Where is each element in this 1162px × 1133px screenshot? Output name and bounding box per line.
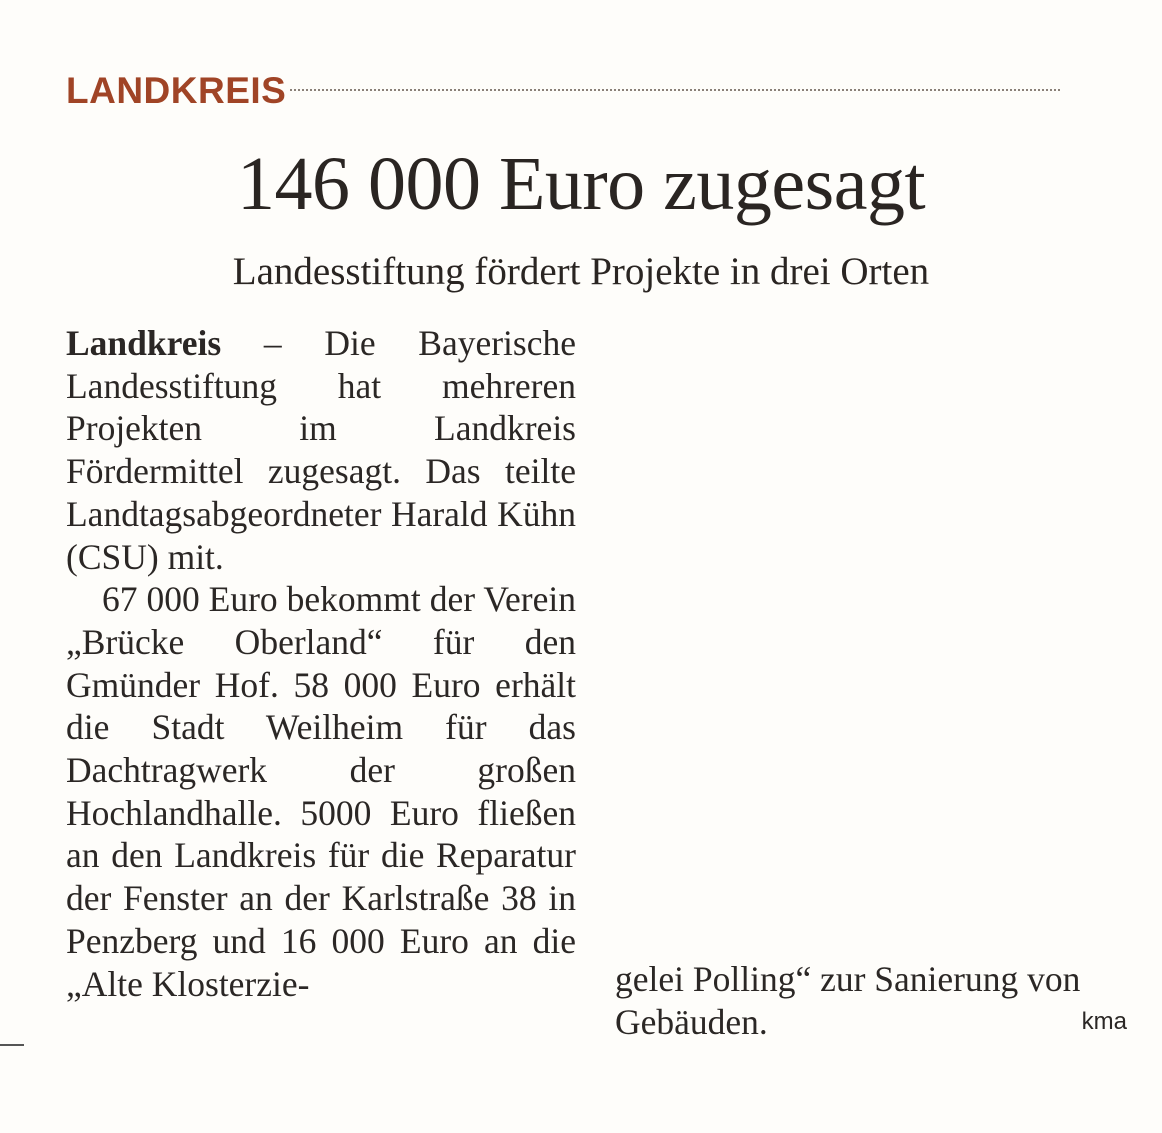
article-column-right [615,958,1127,1043]
article-paragraph-1 [66,322,576,578]
paragraph-1-text: – Die Bayerische Landesstiftung hat mehreren Projekten im Landkreis Fördermittel zugesagt. Das teilte Landtagsabgeordneter Harald Kühn (CSU) mit. [66,323,576,577]
dateline: Landkreis [66,323,222,363]
section-label: LANDKREIS [66,70,287,111]
paragraph-2-continued-text: gelei Polling“ zur Sanierung von Gebäuden. [615,959,1081,1042]
article-paragraph-2 [66,578,576,1005]
section-header [66,68,1126,114]
headline: 146 000 Euro zugesagt [236,142,926,226]
margin-mark [0,1044,24,1046]
article-column-left [66,322,576,1005]
subheadline: Landesstiftung fördert Projekte in drei Orten [232,250,930,293]
article-paragraph-2-continued [615,958,1127,1043]
author-byline: kma [1081,1007,1127,1035]
paragraph-2-text: 67 000 Euro bekommt der Verein „Brücke Oberland“ für den Gmünder Hof. 58 000 Euro erhält die Stadt Weilheim für das Dachtragwerk der großen Hochlandhalle. 5000 Euro fließen an den Landkreis für die Reparatur der Fenster an der Karlstraße 38 in Penzberg und 16 000 Euro an die „Alte Klosterzie- [66,579,576,1004]
section-divider [290,89,1060,91]
